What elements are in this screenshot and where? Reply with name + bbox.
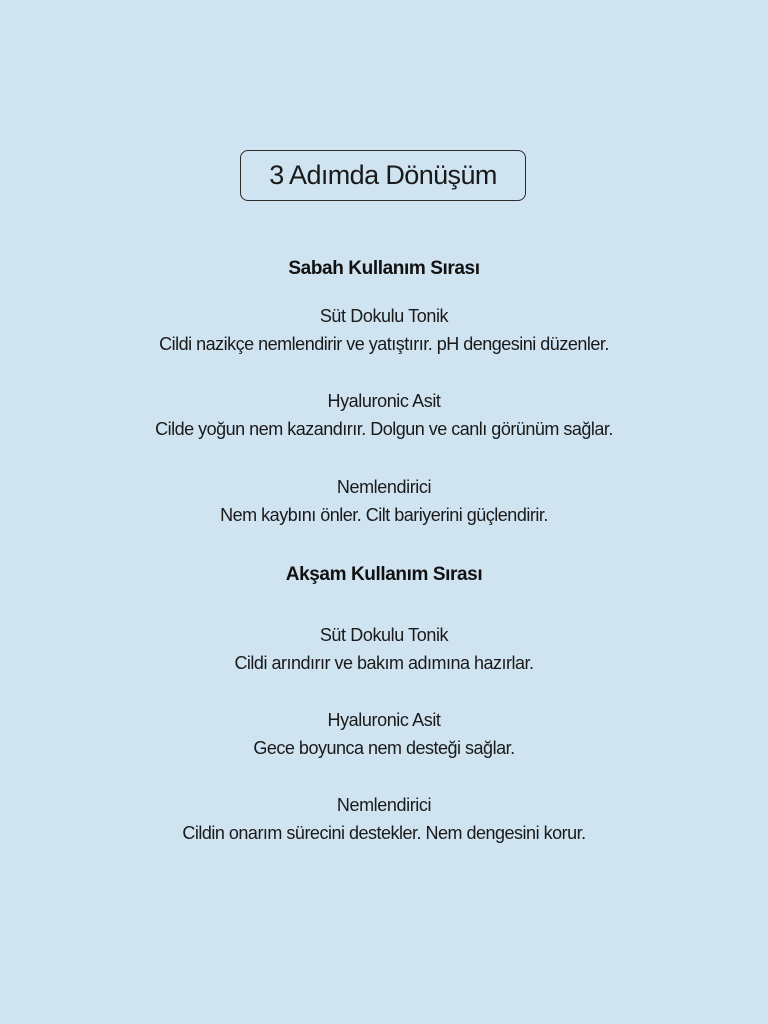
step-name: Hyaluronic Asit [327,710,441,730]
step-description: Gece boyunca nem desteği sağlar. [253,738,515,758]
page-title: 3 Adımda Dönüşüm [269,160,497,190]
step-name: Nemlendirici [336,477,432,497]
morning-step-2 [0,391,768,439]
step-name: Süt Dokulu Tonik [319,306,449,326]
evening-step-1 [0,625,768,673]
evening-heading: Akşam Kullanım Sırası [285,564,483,585]
step-description: Cildin onarım sürecini destekler. Nem dengesini korur. [182,823,586,843]
step-name: Nemlendirici [336,795,432,815]
step-description: Cilde yoğun nem kazandırır. Dolgun ve canlı görünüm sağlar. [155,419,613,439]
evening-step-3 [0,795,768,843]
step-description: Cildi arındırır ve bakım adımına hazırlar. [234,653,534,673]
title-box [240,150,526,201]
evening-step-2 [0,710,768,758]
morning-heading: Sabah Kullanım Sırası [288,258,480,279]
step-name: Hyaluronic Asit [327,391,441,411]
step-description: Nem kaybını önler. Cilt bariyerini güçlendirir. [220,505,548,525]
morning-step-1 [0,306,768,354]
morning-step-3 [0,477,768,525]
step-description: Cildi nazikçe nemlendirir ve yatıştırır. pH dengesini düzenler. [159,334,609,354]
step-name: Süt Dokulu Tonik [319,625,449,645]
